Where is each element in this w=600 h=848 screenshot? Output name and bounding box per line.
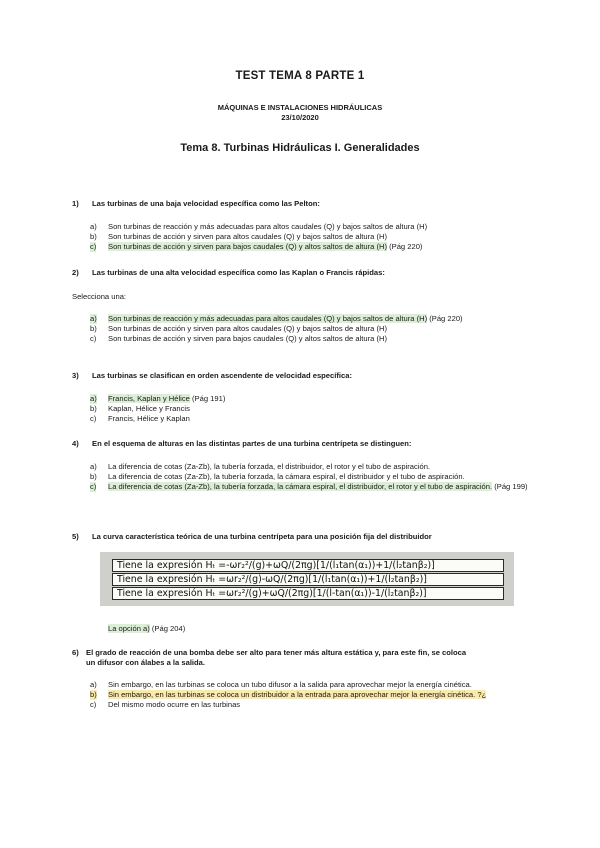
option-1b[interactable]: b) Son turbinas de acción y sirven para altos caudales (Q) y bajos saltos de altura (H) bbox=[90, 232, 387, 241]
option-2a[interactable]: a) Son turbinas de reacción y más adecuadas para altos caudales (Q) y bajos saltos de altura (H) (Pág 220) bbox=[90, 314, 463, 323]
page-ref: (Pág 199) bbox=[492, 482, 528, 491]
option-3b[interactable]: b) Kaplan, Hélice y Francis bbox=[90, 404, 190, 413]
question-5: 5) La curva característica teórica de una turbina centrípeta para una posición fija del distribuidor bbox=[72, 532, 432, 541]
topic-heading: Tema 8. Turbinas Hidráulicas I. Generalidades bbox=[180, 142, 420, 154]
option-1a[interactable]: a) Son turbinas de reacción y más adecuadas para altos caudales (Q) y bajos saltos de altura (H) bbox=[90, 222, 428, 231]
option-4a[interactable]: a) La diferencia de cotas (Za-Zb), la tubería forzada, el distribuidor, el rotor y el tubo de aspiración. bbox=[90, 462, 431, 471]
formula-option-a[interactable]: Tiene la expresión Hₜ =-ωr₂²/(g)+ωQ/(2πg)[1/(l₁tan(α₁))+1/(l₂tanβ₂)] bbox=[112, 559, 504, 572]
question-4-options bbox=[90, 462, 530, 492]
doubt-mark: ?¿ bbox=[475, 690, 487, 699]
select-one-label: Selecciona una: bbox=[72, 292, 127, 301]
subject-line: MÁQUINAS E INSTALACIONES HIDRÁULICAS bbox=[217, 103, 383, 112]
document-subtitle bbox=[0, 103, 600, 123]
question-1: 1) Las turbinas de una baja velocidad específica como las Pelton: bbox=[72, 199, 320, 208]
option-2c[interactable]: c) Son turbinas de acción y sirven para bajos caudales (Q) y altos saltos de altura (H) bbox=[90, 334, 387, 343]
formula-option-c[interactable]: Tiene la expresión Hₜ =ωr₂²/(g)+ωQ/(2πg)[1/(l-tan(α₁))-1/(l₂tanβ₂)] bbox=[112, 587, 504, 600]
option-6a[interactable]: a) Sin embargo, en las turbinas se coloca un tubo difusor a la salida para aprovechar mejor la energía cinética. bbox=[90, 680, 472, 689]
option-2b[interactable]: b) Son turbinas de acción y sirven para altos caudales (Q) y bajos saltos de altura (H) bbox=[90, 324, 387, 333]
question-3-options bbox=[90, 394, 530, 424]
formula-options-image bbox=[100, 552, 514, 606]
page-ref: (Pág 220) bbox=[427, 314, 463, 323]
question-2-options bbox=[90, 314, 530, 344]
option-6b[interactable]: b) Sin embargo, en las turbinas se coloca un distribuidor a la entrada para aprovechar mejor la energía cinética. ?¿ bbox=[90, 690, 487, 699]
formula-option-b[interactable]: Tiene la expresión Hₜ =ωr₂²/(g)-ωQ/(2πg)[1/(l₁tan(α₁))+1/(l₂tanβ₂)] bbox=[112, 573, 504, 586]
question-4: 4) En el esquema de alturas en las distintas partes de una turbina centrípeta se distinguen: bbox=[72, 439, 412, 448]
option-4c[interactable]: c) La diferencia de cotas (Za-Zb), la tubería forzada, la cámara espiral, el distribuidor, el rotor y el tubo de aspiración. (Pág 199) bbox=[90, 482, 528, 491]
option-4b[interactable]: b) La diferencia de cotas (Za-Zb), la tubería forzada, la cámara espiral, el distribuidor y el tubo de aspiración. bbox=[90, 472, 465, 481]
answer-text: La opción a) bbox=[108, 624, 150, 633]
question-1-options bbox=[90, 222, 530, 252]
document-title: TEST TEMA 8 PARTE 1 bbox=[235, 70, 365, 82]
question-3: 3) Las turbinas se clasifican en orden ascendente de velocidad específica: bbox=[72, 371, 352, 380]
question-6: 6) El grado de reacción de una bomba debe ser alto para tener más altura estática y, para este fin, se coloca un difusor con álabes a la salida. bbox=[72, 648, 467, 667]
option-3c[interactable]: c) Francis, Hélice y Kaplan bbox=[90, 414, 190, 423]
page-ref: (Pág 204) bbox=[149, 624, 186, 633]
option-3a[interactable]: a) Francis, Kaplan y Hélice (Pág 191) bbox=[90, 394, 226, 403]
page-ref: (Pág 191) bbox=[189, 394, 226, 403]
page-ref: (Pág 220) bbox=[387, 242, 423, 251]
question-6-options bbox=[90, 680, 530, 710]
option-6c[interactable]: c) Del mismo modo ocurre en las turbinas bbox=[90, 700, 241, 709]
question-2: 2) Las turbinas de una alta velocidad específica como las Kaplan o Francis rápidas: bbox=[72, 268, 385, 277]
option-1c[interactable]: c) Son turbinas de acción y sirven para bajos caudales (Q) y altos saltos de altura (H) (Pág 220) bbox=[90, 242, 423, 251]
date-line: 23/10/2020 bbox=[281, 113, 319, 122]
question-5-answer bbox=[108, 624, 185, 634]
